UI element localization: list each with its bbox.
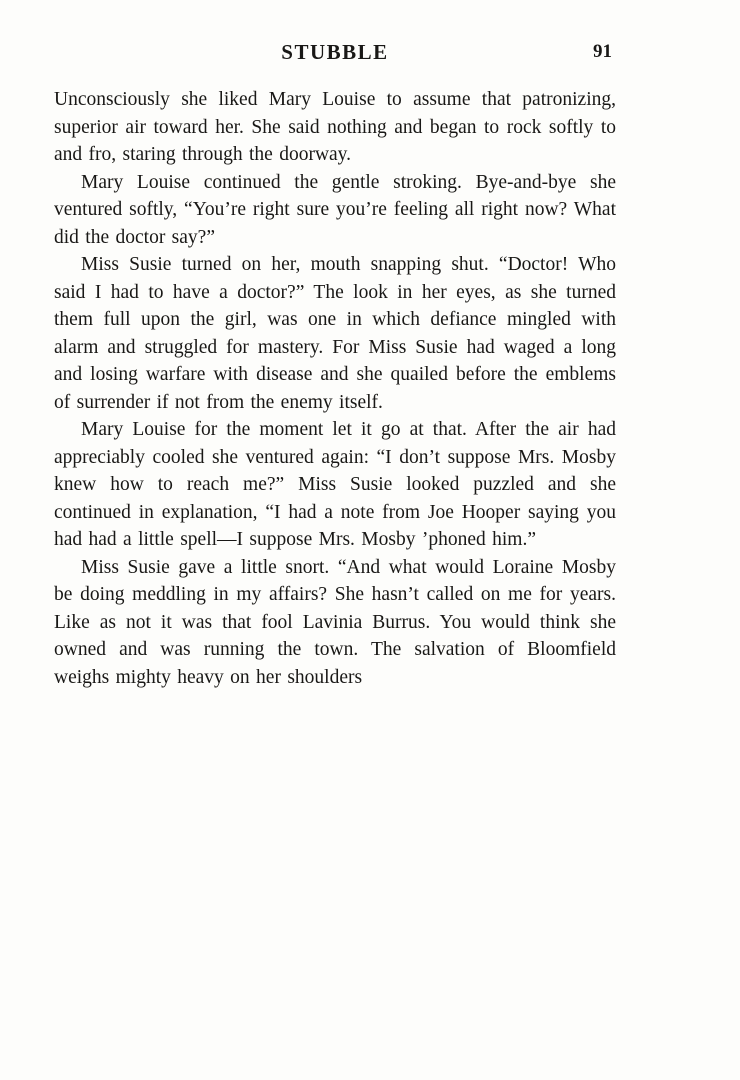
paragraph-2: Mary Louise continued the gentle stroking. Bye-and-bye she ventured softly, “You’re right sure you’re feeling all right now? What did the doctor say?” xyxy=(54,171,616,248)
paragraph-5: Miss Susie gave a little snort. “And what would Loraine Mosby be doing meddling in my affairs? She hasn’t called on me for years. Like as not it was that fool Lavinia Burrus. You would think she owned and was running the town. The salvation of Bloomfield weighs mighty heavy on her shoulders xyxy=(54,556,616,688)
running-title: STUBBLE xyxy=(281,40,389,64)
page-header xyxy=(54,40,616,70)
body-text xyxy=(54,86,616,691)
paragraph-1: Unconsciously she liked Mary Louise to assume that patronizing, superior air toward her. She said nothing and began to rock softly to and fro, staring through the doorway. xyxy=(54,89,616,165)
paragraph-4: Mary Louise for the moment let it go at that. After the air had appreciably cooled she ventured again: “I don’t suppose Mrs. Mosby knew how to reach me?” Miss Susie looked puzzled and she continued in explanation, “I had a note from Joe Hooper saying you had had a little spell—I suppose Mrs. Mosby ’phoned him.” xyxy=(54,419,616,550)
page-number: 91 xyxy=(593,41,612,62)
paragraph-3: Miss Susie turned on her, mouth snapping shut. “Doctor! Who said I had to have a doctor?” The look in her eyes, as she turned them full upon the girl, was one in which defiance mingled with alarm and struggled for mastery. For Miss Susie had waged a long and losing warfare with disease and she quailed before the emblems of surrender if not from the enemy itself. xyxy=(54,254,616,413)
book-page xyxy=(54,0,616,691)
